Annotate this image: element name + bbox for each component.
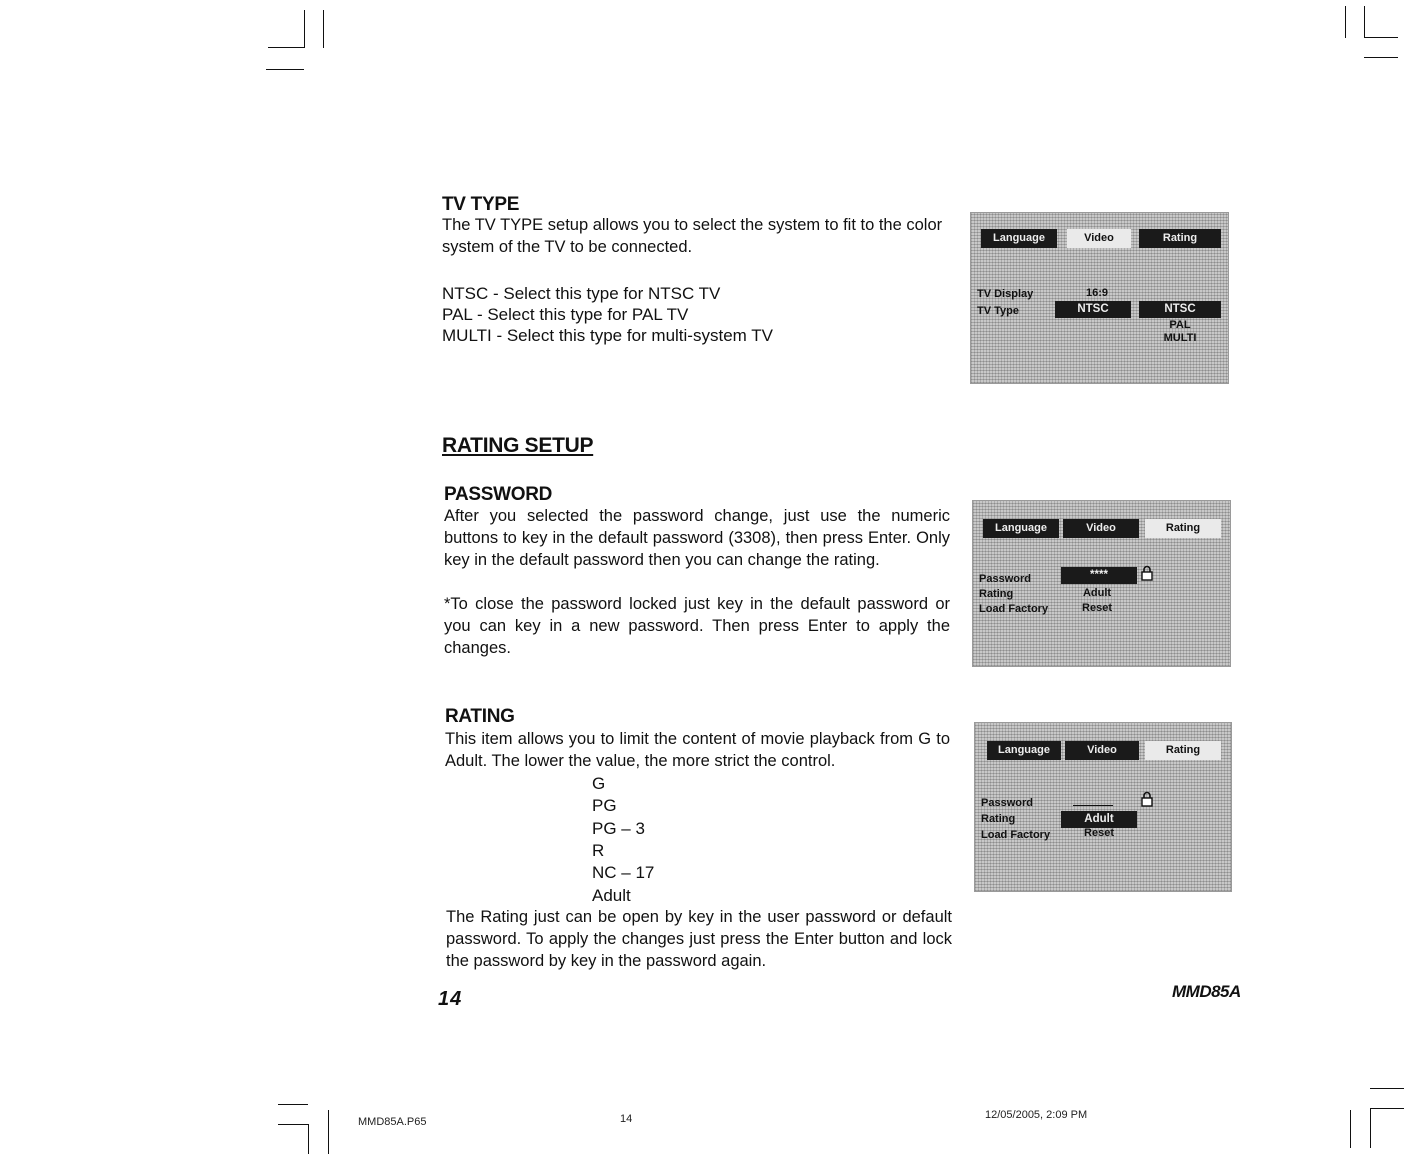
tv-type-option-ntsc: NTSC - Select this type for NTSC TV [442, 284, 721, 303]
password-label: Password [981, 797, 1033, 809]
password-setup-screenshot [972, 500, 1231, 667]
load-factory-value: Reset [1084, 827, 1114, 839]
password-heading: PASSWORD [444, 484, 553, 505]
crop-mark [1364, 57, 1398, 58]
password-label: Password [979, 573, 1031, 585]
lock-icon [1141, 791, 1153, 807]
lock-icon [1141, 565, 1153, 581]
rating-outro: The Rating just can be open by key in the user password or default password. To apply the changes just press the Enter button and lock the password by key in the password again. [446, 908, 952, 970]
tv-type-intro: The TV TYPE setup allows you to select the system to fit to the color system of the TV to be connected. [442, 216, 943, 256]
tab-language: Language [983, 519, 1059, 538]
crop-mark [268, 47, 304, 48]
crop-mark [1345, 6, 1346, 38]
footer-file-name: MMD85A.P65 [358, 1116, 427, 1128]
tv-type-option-pal-item: PAL [1169, 319, 1191, 331]
crop-mark [278, 1104, 308, 1105]
tab-rating: Rating [1139, 229, 1221, 248]
tv-type-option-multi: MULTI - Select this type for multi-system TV [442, 326, 773, 345]
tab-video: Video [1065, 741, 1139, 760]
crop-mark [304, 10, 305, 48]
rating-level-adult: Adult [592, 886, 631, 905]
crop-mark [1370, 1108, 1404, 1109]
rating-setup-heading: RATING SETUP [442, 434, 594, 457]
password-blank-line [1073, 805, 1113, 806]
rating-level-pg: PG [592, 796, 617, 815]
tab-rating: Rating [1145, 519, 1221, 538]
crop-mark [1370, 1108, 1371, 1148]
password-body: After you selected the password change, just use the numeric buttons to key in the default password (3308), then press Enter. Only key in the default password then you can change the rating. [444, 507, 950, 569]
rating-level-nc17: NC – 17 [592, 863, 655, 882]
rating-intro: This item allows you to limit the content of movie playback from G to Adult. The lower the value, the more strict the control. [445, 730, 950, 770]
tv-display-value: 16:9 [1085, 287, 1109, 299]
crop-mark [266, 69, 304, 70]
footer-page-number: 14 [620, 1113, 633, 1125]
load-factory-value: Reset [1082, 602, 1112, 614]
crop-mark [328, 1110, 329, 1154]
tab-video: Video [1067, 229, 1131, 248]
footer-timestamp: 12/05/2005, 2:09 PM [985, 1109, 1088, 1121]
model-name: MMD85A [1172, 982, 1241, 1001]
tv-display-label: TV Display [977, 288, 1034, 300]
password-entry-field: **** [1061, 567, 1137, 584]
tv-type-option-pal: PAL - Select this type for PAL TV [442, 305, 689, 324]
load-factory-label: Load Factory [979, 603, 1049, 615]
crop-mark [308, 1124, 309, 1154]
tv-type-heading: TV TYPE [442, 194, 520, 215]
tv-type-current-value: NTSC [1055, 301, 1131, 318]
tv-type-option-multi-item: MULTI [1163, 332, 1197, 344]
rating-label: Rating [979, 588, 1014, 600]
tab-language: Language [981, 229, 1057, 248]
rating-label: Rating [981, 813, 1016, 825]
rating-level-g: G [592, 774, 606, 793]
rating-heading: RATING [445, 706, 515, 727]
tv-type-option-ntsc-item: NTSC [1139, 301, 1221, 318]
rating-level-r: R [592, 841, 605, 860]
rating-value: Adult [1082, 587, 1112, 599]
crop-mark [1364, 6, 1365, 38]
crop-mark [1364, 37, 1398, 38]
rating-level-pg3: PG – 3 [592, 819, 645, 838]
page-number: 14 [438, 988, 463, 1010]
load-factory-label: Load Factory [981, 829, 1051, 841]
rating-setup-screenshot [974, 722, 1232, 892]
video-setup-screenshot [970, 212, 1229, 384]
crop-mark [278, 1124, 308, 1125]
tv-type-label: TV Type [977, 305, 1019, 317]
tab-video: Video [1063, 519, 1139, 538]
crop-mark [1350, 1110, 1351, 1148]
tab-rating: Rating [1145, 741, 1221, 760]
tab-language: Language [987, 741, 1061, 760]
crop-mark [323, 10, 324, 48]
password-note: *To close the password locked just key in the default password or you can key in a new password. Then press Enter to apply the changes. [444, 595, 950, 657]
crop-mark [1370, 1088, 1404, 1089]
rating-selected-value: Adult [1061, 811, 1137, 828]
